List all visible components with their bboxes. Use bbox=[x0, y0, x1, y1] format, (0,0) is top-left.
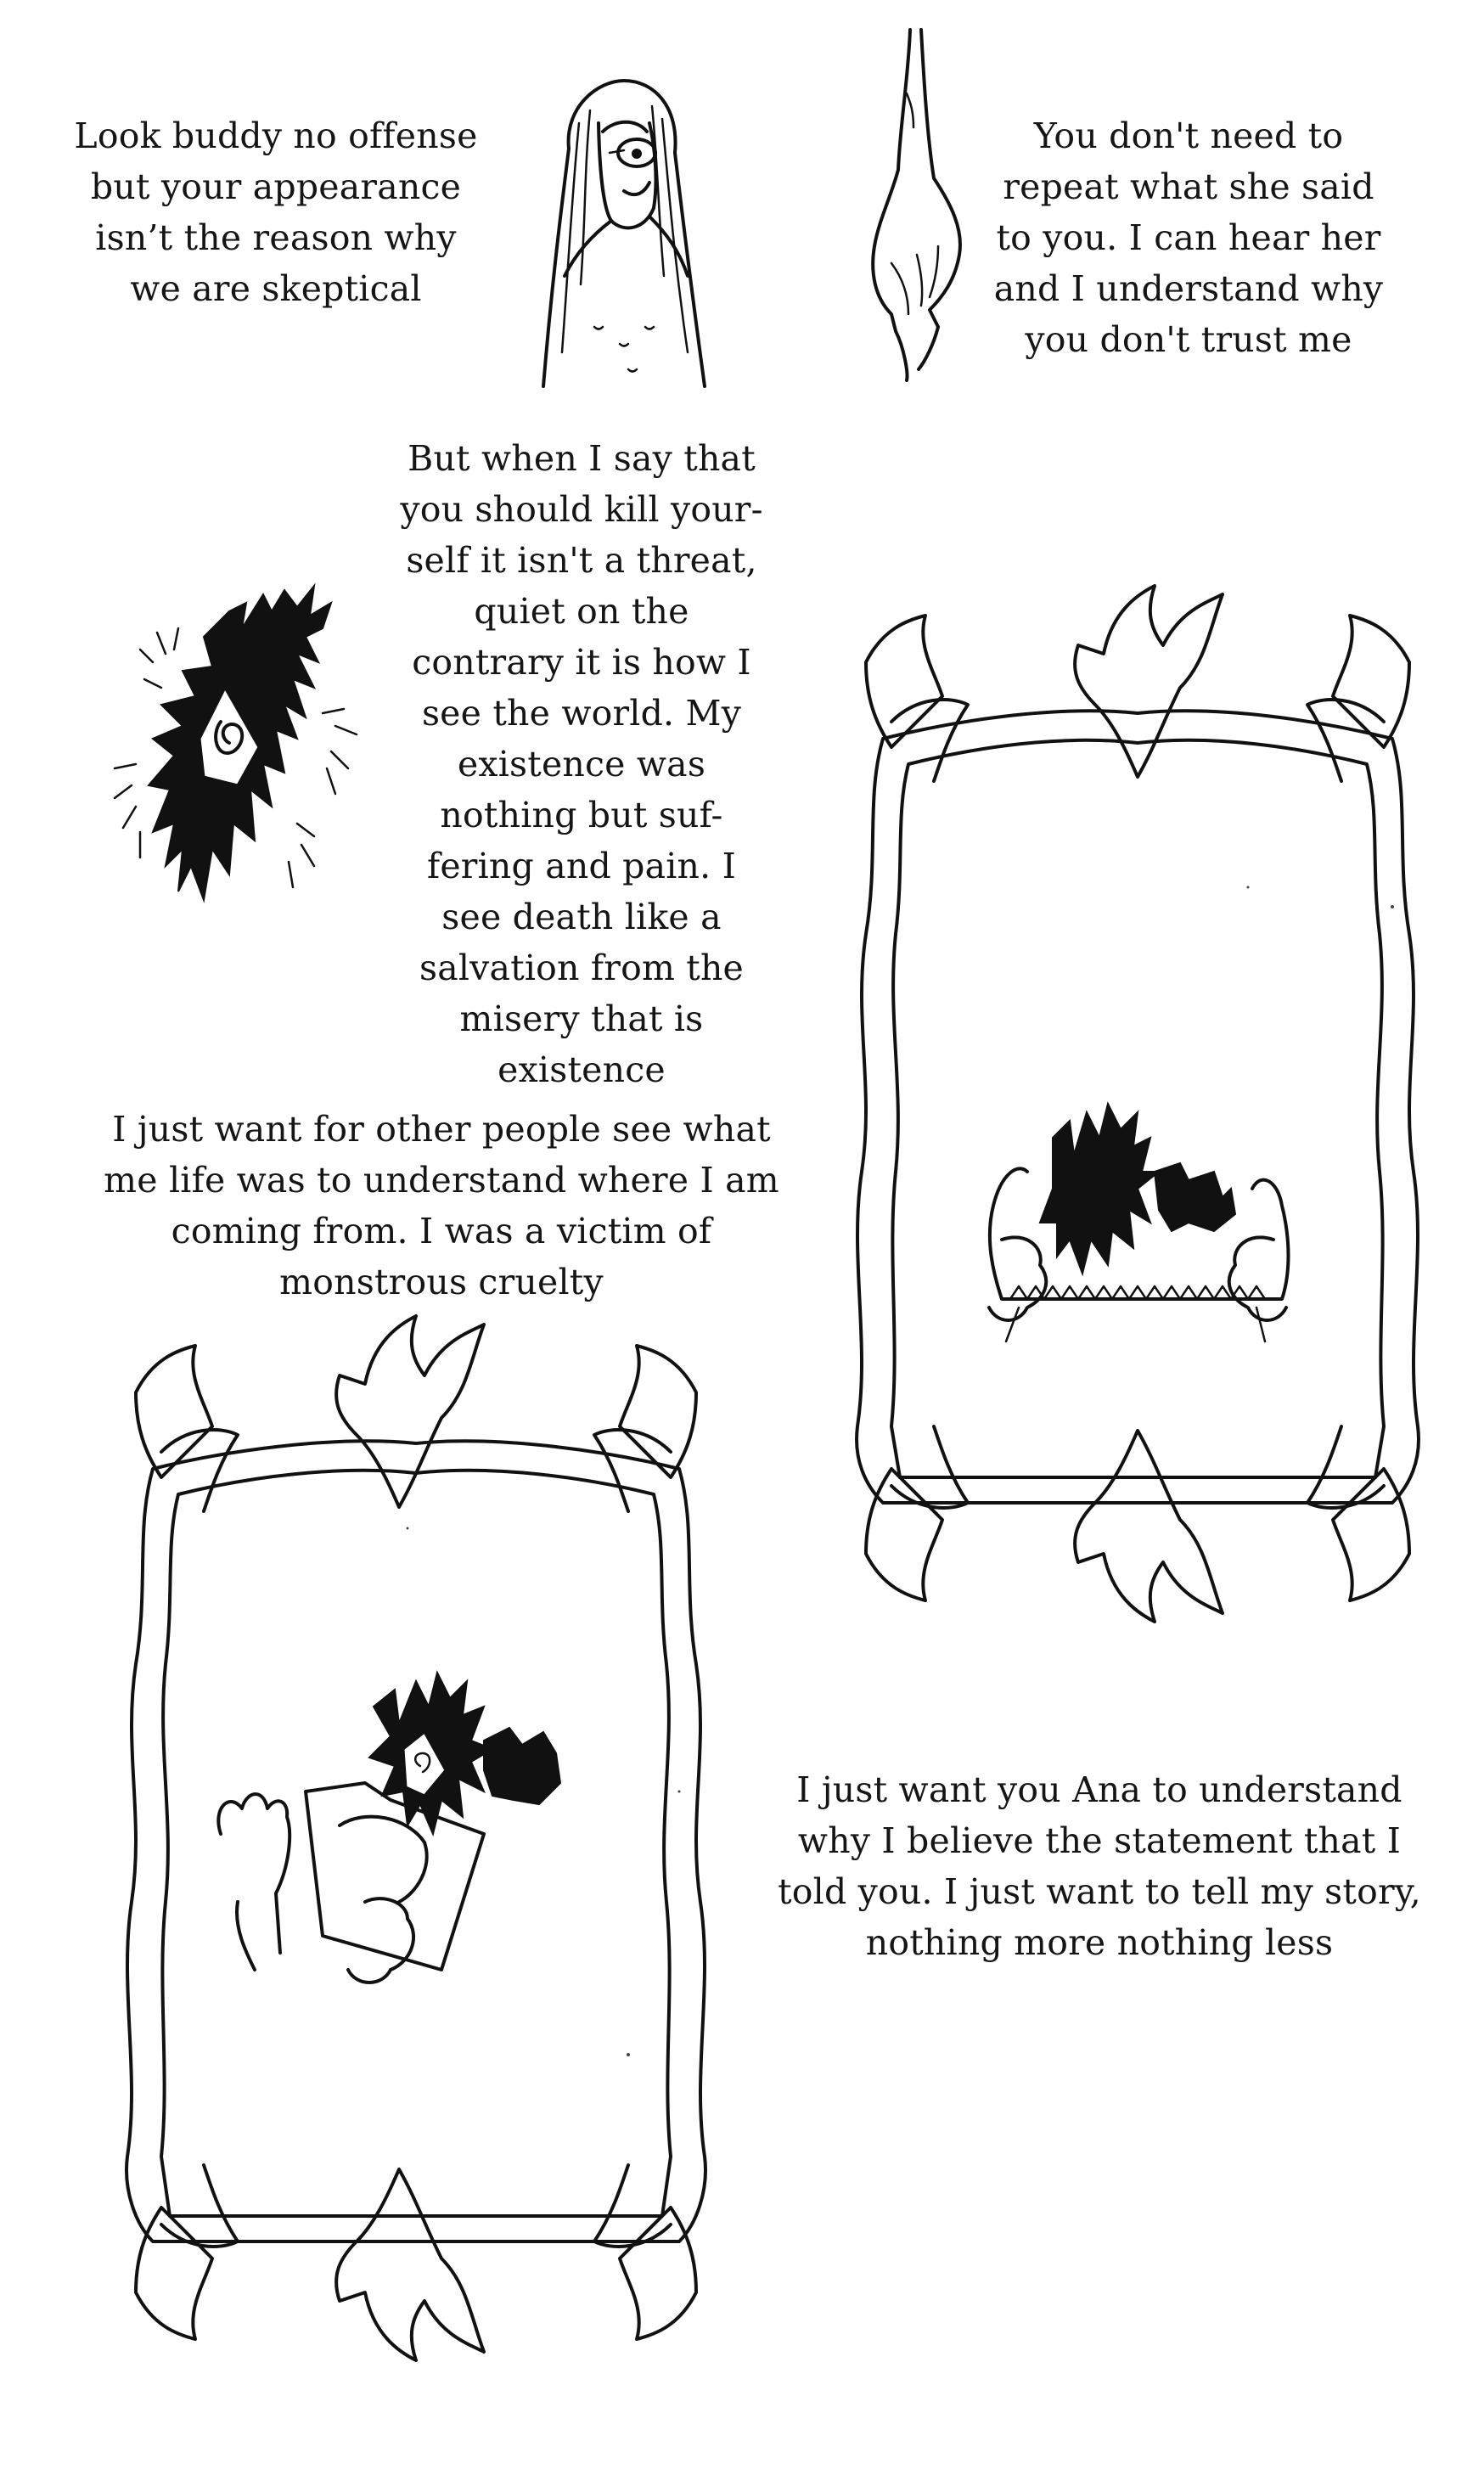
caption-hear-her: You don't need to repeat what she said to you. I can hear her and I understand why you don't trust me bbox=[993, 115, 1384, 360]
caption-tell-my-story: I just want you Ana to understand why I believe the statement that I told you. I just want to tell my story, nothing more nothing less bbox=[778, 1769, 1421, 1963]
caption-ana-skeptical: Look buddy no offense but your appearance isn’t the reason why we are skeptical bbox=[74, 115, 478, 309]
caption-victim-of-cruelty: I just want for other people see what me life was to understand where I am coming from. I was a victim of monstrous cruelty bbox=[104, 1109, 779, 1302]
caption-kill-yourself-explanation: But when I say that you should kill your-self it isn't a threat, quiet on the contrary it is how I see the world. My existence was nothing but suf-fering and pain. I see death like a salvation from the misery that is existence bbox=[400, 438, 763, 1090]
